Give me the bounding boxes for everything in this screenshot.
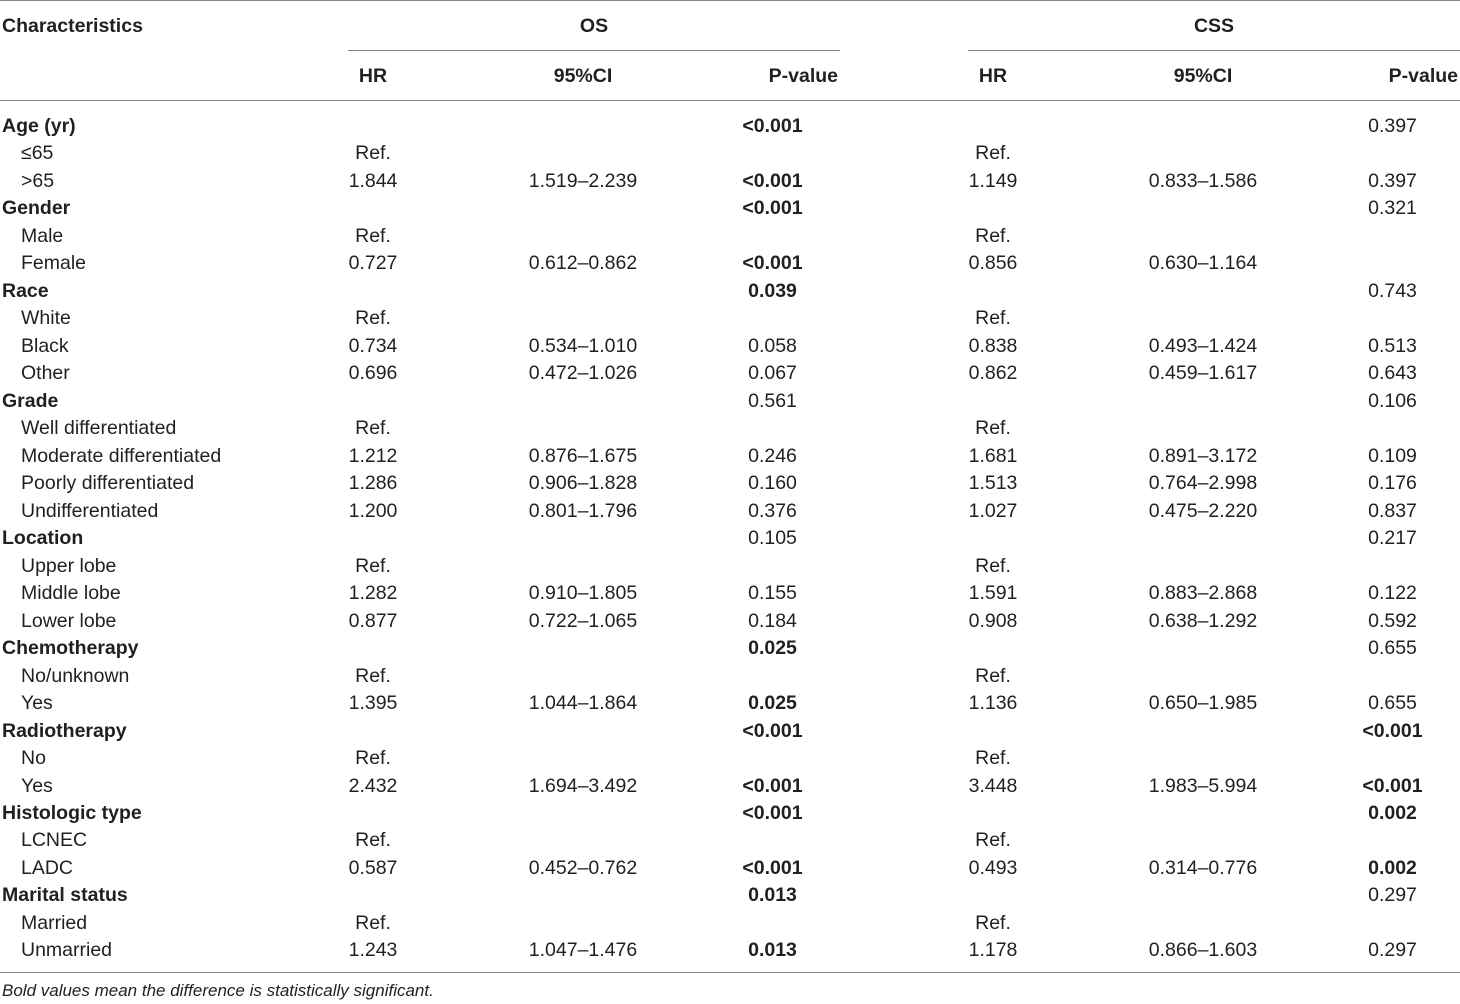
- css-hr-cell: Ref.: [975, 912, 1011, 934]
- css-hr-cell: 1.681: [968, 445, 1018, 467]
- os-pvalue-cell: 0.013: [748, 884, 797, 906]
- os-pvalue-cell: 0.058: [748, 335, 797, 357]
- css-pvalue-cell: 0.297: [1368, 884, 1417, 906]
- category-label: Age (yr): [2, 115, 76, 137]
- css-ci-cell: 0.314–0.776: [1148, 857, 1258, 879]
- css-hr-cell: 3.448: [968, 775, 1018, 797]
- header-css-ci: 95%CI: [1173, 65, 1233, 87]
- css-hr-cell: 1.513: [968, 472, 1018, 494]
- table-footnote: Bold values mean the difference is statistically significant.: [2, 981, 434, 1000]
- os-hr-cell: Ref.: [355, 142, 391, 164]
- subgroup-label: No/unknown: [21, 665, 130, 687]
- os-hr-cell: 0.587: [348, 857, 398, 879]
- css-hr-cell: 1.178: [968, 939, 1018, 961]
- css-hr-cell: Ref.: [975, 307, 1011, 329]
- css-hr-cell: Ref.: [975, 417, 1011, 439]
- os-hr-cell: 1.243: [348, 939, 398, 961]
- os-hr-cell: 0.877: [348, 610, 398, 632]
- os-hr-cell: 0.734: [348, 335, 398, 357]
- header-bottom-rule: [0, 100, 1460, 101]
- subgroup-label: Yes: [21, 692, 53, 714]
- os-hr-cell: 1.212: [348, 445, 398, 467]
- os-ci-cell: 0.910–1.805: [528, 582, 638, 604]
- os-hr-cell: Ref.: [355, 417, 391, 439]
- header-os-hr: HR: [358, 65, 388, 87]
- os-pvalue-cell: <0.001: [742, 197, 803, 219]
- subgroup-label: Male: [21, 225, 64, 247]
- css-pvalue-cell: 0.217: [1368, 527, 1417, 549]
- os-hr-cell: 0.727: [348, 252, 398, 274]
- css-ci-cell: 0.891–3.172: [1148, 445, 1258, 467]
- os-pvalue-cell: 0.105: [748, 527, 797, 549]
- os-pvalue-cell: <0.001: [742, 170, 803, 192]
- css-pvalue-cell: 0.592: [1368, 610, 1417, 632]
- os-hr-cell: 2.432: [348, 775, 398, 797]
- os-ci-cell: 0.876–1.675: [528, 445, 638, 467]
- subgroup-label: Yes: [21, 775, 53, 797]
- os-pvalue-cell: <0.001: [742, 115, 803, 137]
- subgroup-label: ≤65: [21, 142, 54, 164]
- css-ci-cell: 0.459–1.617: [1148, 362, 1258, 384]
- category-label: Location: [2, 527, 84, 549]
- css-hr-cell: Ref.: [975, 555, 1011, 577]
- os-pvalue-cell: 0.067: [748, 362, 797, 384]
- css-hr-cell: 0.493: [968, 857, 1018, 879]
- os-hr-cell: 1.200: [348, 500, 398, 522]
- css-ci-cell: 0.475–2.220: [1148, 500, 1258, 522]
- os-pvalue-cell: <0.001: [742, 252, 803, 274]
- subgroup-label: Undifferentiated: [21, 500, 159, 522]
- css-hr-cell: Ref.: [975, 142, 1011, 164]
- css-pvalue-cell: 0.655: [1368, 637, 1417, 659]
- subgroup-label: Poorly differentiated: [21, 472, 195, 494]
- os-group-rule: [348, 50, 840, 51]
- os-pvalue-cell: 0.376: [748, 500, 797, 522]
- subgroup-label: Well differentiated: [21, 417, 177, 439]
- css-ci-cell: 0.764–2.998: [1148, 472, 1258, 494]
- os-ci-cell: 0.534–1.010: [528, 335, 638, 357]
- css-pvalue-cell: 0.321: [1368, 197, 1417, 219]
- os-pvalue-cell: <0.001: [742, 720, 803, 742]
- header-os-ci: 95%CI: [553, 65, 613, 87]
- category-label: Radiotherapy: [2, 720, 127, 742]
- css-pvalue-cell: 0.109: [1368, 445, 1417, 467]
- os-pvalue-cell: 0.039: [748, 280, 797, 302]
- css-hr-cell: Ref.: [975, 829, 1011, 851]
- css-pvalue-cell: 0.743: [1368, 280, 1417, 302]
- os-pvalue-cell: 0.025: [748, 692, 797, 714]
- os-hr-cell: 1.286: [348, 472, 398, 494]
- css-pvalue-cell: 0.397: [1368, 170, 1417, 192]
- subgroup-label: Other: [21, 362, 70, 384]
- css-ci-cell: 0.866–1.603: [1148, 939, 1258, 961]
- css-hr-cell: 0.838: [968, 335, 1018, 357]
- os-hr-cell: Ref.: [355, 225, 391, 247]
- css-pvalue-cell: <0.001: [1362, 720, 1423, 742]
- css-hr-cell: 1.149: [968, 170, 1018, 192]
- os-hr-cell: Ref.: [355, 555, 391, 577]
- os-ci-cell: 0.472–1.026: [528, 362, 638, 384]
- category-label: Gender: [2, 197, 71, 219]
- os-ci-cell: 0.612–0.862: [528, 252, 638, 274]
- subgroup-label: Black: [21, 335, 69, 357]
- css-hr-cell: Ref.: [975, 747, 1011, 769]
- subgroup-label: >65: [21, 170, 55, 192]
- os-pvalue-cell: 0.561: [748, 390, 797, 412]
- css-ci-cell: 0.638–1.292: [1148, 610, 1258, 632]
- css-pvalue-cell: 0.122: [1368, 582, 1417, 604]
- os-pvalue-cell: <0.001: [742, 857, 803, 879]
- css-group-rule: [968, 50, 1460, 51]
- css-hr-cell: 1.591: [968, 582, 1018, 604]
- os-pvalue-cell: 0.025: [748, 637, 797, 659]
- css-ci-cell: 0.650–1.985: [1148, 692, 1258, 714]
- css-hr-cell: Ref.: [975, 665, 1011, 687]
- subgroup-label: Moderate differentiated: [21, 445, 222, 467]
- subgroup-label: LCNEC: [21, 829, 88, 851]
- os-pvalue-cell: <0.001: [742, 802, 803, 824]
- css-ci-cell: 0.630–1.164: [1148, 252, 1258, 274]
- os-hr-cell: 1.282: [348, 582, 398, 604]
- css-ci-cell: 0.493–1.424: [1148, 335, 1258, 357]
- css-hr-cell: 0.908: [968, 610, 1018, 632]
- os-pvalue-cell: 0.013: [748, 939, 797, 961]
- os-ci-cell: 0.906–1.828: [528, 472, 638, 494]
- header-css-pvalue: P-value: [1388, 65, 1458, 87]
- os-ci-cell: 1.044–1.864: [528, 692, 638, 714]
- os-hr-cell: Ref.: [355, 307, 391, 329]
- os-ci-cell: 1.047–1.476: [528, 939, 638, 961]
- css-pvalue-cell: 0.397: [1368, 115, 1417, 137]
- css-pvalue-cell: 0.297: [1368, 939, 1417, 961]
- os-ci-cell: 1.694–3.492: [528, 775, 638, 797]
- css-pvalue-cell: 0.002: [1368, 802, 1417, 824]
- table-bottom-rule: [0, 972, 1460, 973]
- subgroup-label: Middle lobe: [21, 582, 121, 604]
- header-css: CSS: [1193, 15, 1235, 37]
- os-pvalue-cell: 0.160: [748, 472, 797, 494]
- header-css-hr: HR: [978, 65, 1008, 87]
- css-pvalue-cell: 0.176: [1368, 472, 1417, 494]
- os-hr-cell: Ref.: [355, 747, 391, 769]
- os-hr-cell: Ref.: [355, 665, 391, 687]
- header-characteristics: Characteristics: [2, 15, 143, 37]
- os-hr-cell: 1.395: [348, 692, 398, 714]
- css-hr-cell: 0.856: [968, 252, 1018, 274]
- css-ci-cell: 0.833–1.586: [1148, 170, 1258, 192]
- os-pvalue-cell: 0.246: [748, 445, 797, 467]
- css-ci-cell: 0.883–2.868: [1148, 582, 1258, 604]
- css-pvalue-cell: 0.655: [1368, 692, 1417, 714]
- css-hr-cell: 1.027: [968, 500, 1018, 522]
- css-pvalue-cell: <0.001: [1362, 775, 1423, 797]
- subgroup-label: Married: [21, 912, 88, 934]
- category-label: Chemotherapy: [2, 637, 139, 659]
- category-label: Race: [2, 280, 49, 302]
- category-label: Marital status: [2, 884, 128, 906]
- css-pvalue-cell: 0.837: [1368, 500, 1417, 522]
- css-ci-cell: 1.983–5.994: [1148, 775, 1258, 797]
- os-ci-cell: 1.519–2.239: [528, 170, 638, 192]
- header-os-pvalue: P-value: [768, 65, 838, 87]
- subgroup-label: Female: [21, 252, 87, 274]
- os-hr-cell: 1.844: [348, 170, 398, 192]
- css-hr-cell: 0.862: [968, 362, 1018, 384]
- css-pvalue-cell: 0.513: [1368, 335, 1417, 357]
- category-label: Grade: [2, 390, 59, 412]
- css-hr-cell: 1.136: [968, 692, 1018, 714]
- css-hr-cell: Ref.: [975, 225, 1011, 247]
- subgroup-label: Unmarried: [21, 939, 113, 961]
- subgroup-label: LADC: [21, 857, 74, 879]
- top-rule: [0, 0, 1460, 1]
- subgroup-label: White: [21, 307, 71, 329]
- os-ci-cell: 0.452–0.762: [528, 857, 638, 879]
- category-label: Histologic type: [2, 802, 142, 824]
- subgroup-label: Lower lobe: [21, 610, 117, 632]
- os-ci-cell: 0.801–1.796: [528, 500, 638, 522]
- css-pvalue-cell: 0.643: [1368, 362, 1417, 384]
- os-ci-cell: 0.722–1.065: [528, 610, 638, 632]
- os-pvalue-cell: <0.001: [742, 775, 803, 797]
- css-pvalue-cell: 0.002: [1368, 857, 1417, 879]
- subgroup-label: No: [21, 747, 46, 769]
- header-os: OS: [579, 15, 609, 37]
- css-pvalue-cell: 0.106: [1368, 390, 1417, 412]
- os-hr-cell: 0.696: [348, 362, 398, 384]
- os-hr-cell: Ref.: [355, 829, 391, 851]
- subgroup-label: Upper lobe: [21, 555, 117, 577]
- os-pvalue-cell: 0.155: [748, 582, 797, 604]
- os-pvalue-cell: 0.184: [748, 610, 797, 632]
- os-hr-cell: Ref.: [355, 912, 391, 934]
